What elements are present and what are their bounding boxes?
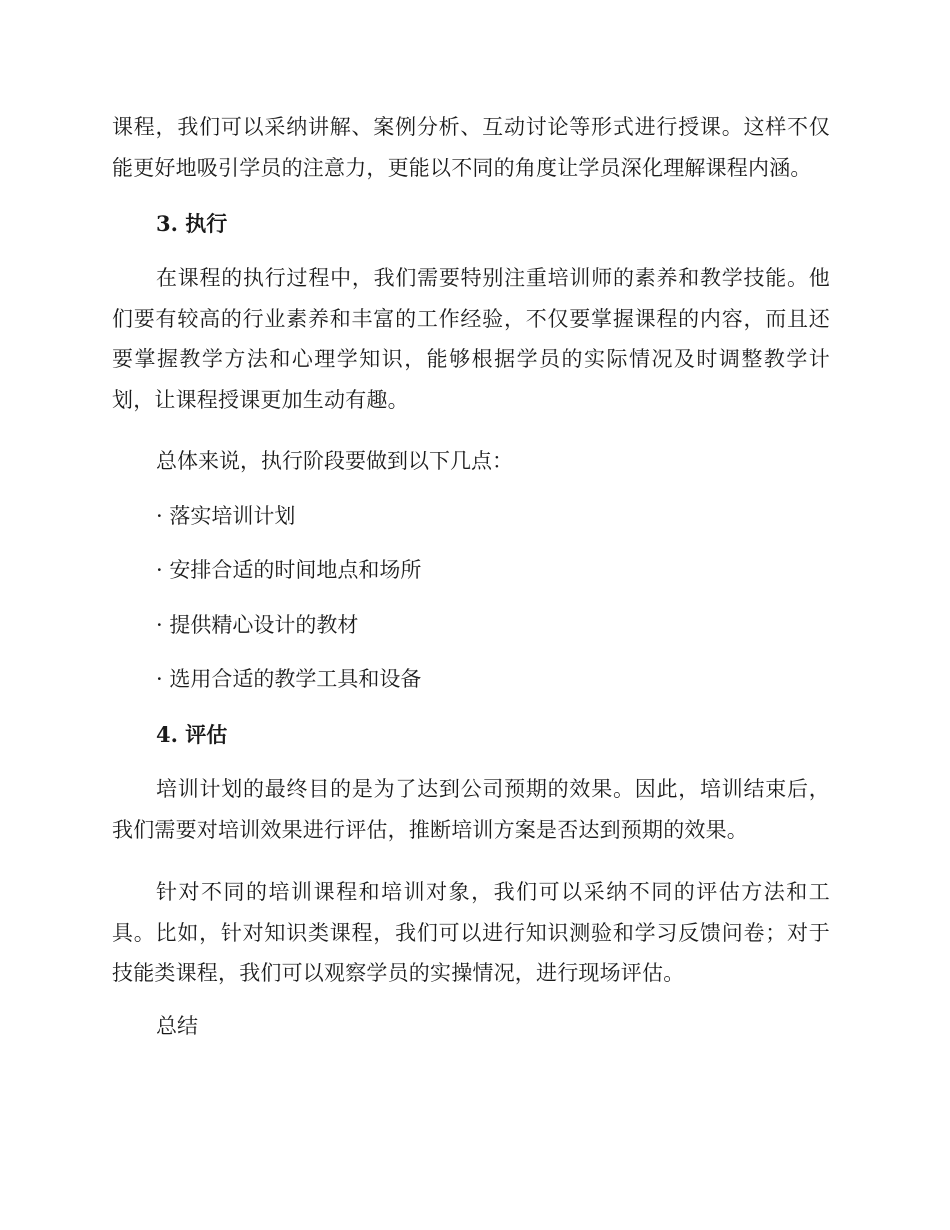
section-4-paragraph-1: 培训计划的最终目的是为了达到公司预期的效果。因此，培训结束后，我们需要对培训效果进行评估，推断培训方案是否达到预期的效果。 [112, 777, 830, 842]
section-3-heading: 3. 执行 [156, 211, 228, 236]
bullet-item: · 安排合适的时间地点和场所 [156, 558, 422, 582]
section-4-paragraph-2: 针对不同的培训课程和培训对象，我们可以采纳不同的评估方法和工具。比如，针对知识类课程，我们可以进行知识测验和学习反馈问卷；对于技能类课程，我们可以观察学员的实操情况，进行现场评估。 [112, 880, 830, 985]
intro-paragraph: 课程，我们可以采纳讲解、案例分析、互动讨论等形式进行授课。这样不仅能更好地吸引学员的注意力，更能以不同的角度让学员深化理解课程内涵。 [112, 115, 830, 180]
bullet-item: · 提供精心设计的教材 [156, 613, 359, 637]
bullet-item: · 落实培训计划 [156, 504, 296, 528]
summary-label: 总结 [156, 1014, 198, 1038]
section-3-paragraph-2: 总体来说，执行阶段要做到以下几点： [156, 449, 513, 473]
bullet-item: · 选用合适的教学工具和设备 [156, 667, 422, 691]
section-3-paragraph-1: 在课程的执行过程中，我们需要特别注重培训师的素养和教学技能。他们要有较高的行业素养和丰富的工作经验，不仅要掌握课程的内容，而且还要掌握教学方法和心理学知识，能够根据学员的实际情况及时调整教学计划，让课程授课更加生动有趣。 [112, 266, 830, 412]
section-4-heading: 4. 评估 [156, 722, 228, 747]
